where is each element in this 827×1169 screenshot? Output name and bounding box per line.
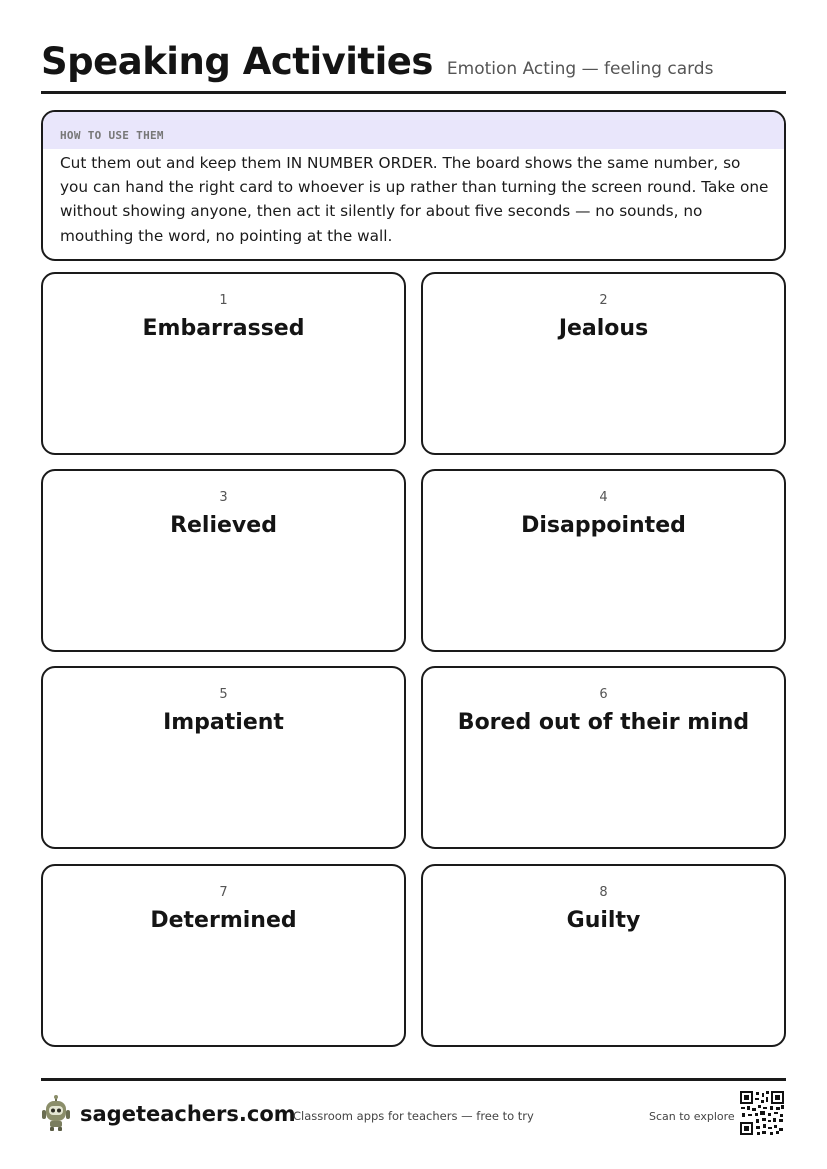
feeling-card	[421, 864, 786, 1047]
robot-mascot-icon	[41, 1095, 71, 1131]
feeling-card	[41, 666, 406, 849]
card-number: 2	[599, 293, 608, 308]
card-feeling: Jealous	[558, 316, 649, 341]
card-feeling: Relieved	[170, 513, 277, 538]
instructions-body: Cut them out and keep them IN NUMBER ORDER. The board shows the same number, so you can hand the right card to whoever is up rather than turning the screen round. Take one without showing anyone, then act it silently for about five seconds — no sounds, no mouthing the word, no pointing at the wall.	[60, 154, 769, 245]
scan-label: Scan to explore	[649, 1110, 735, 1123]
feeling-card	[421, 272, 786, 455]
card-feeling: Bored out of their mind	[457, 710, 750, 735]
feeling-card	[41, 469, 406, 652]
feeling-card	[41, 864, 406, 1047]
card-number: 7	[219, 885, 228, 900]
card-number: 4	[599, 490, 608, 505]
card-feeling: Embarrassed	[142, 316, 305, 341]
instructions-box	[41, 110, 786, 261]
site-name: sageteachers.com	[80, 1102, 296, 1126]
card-number: 6	[599, 687, 608, 702]
card-number: 1	[219, 293, 228, 308]
card-number: 5	[219, 687, 228, 702]
footer-divider	[41, 1078, 786, 1081]
card-feeling: Disappointed	[521, 513, 686, 538]
qr-code-icon	[740, 1091, 784, 1135]
footer-tagline: Classroom apps for teachers — free to try	[293, 1109, 534, 1123]
card-number: 3	[219, 490, 228, 505]
page-subtitle: Emotion Acting — feeling cards	[446, 59, 714, 79]
card-feeling: Impatient	[163, 710, 284, 735]
instructions-heading: HOW TO USE THEM	[43, 112, 784, 149]
card-number: 8	[599, 885, 608, 900]
feeling-card	[41, 272, 406, 455]
card-feeling: Determined	[150, 908, 297, 933]
feeling-card	[421, 666, 786, 849]
page-title: Speaking Activities	[41, 40, 433, 83]
feeling-card	[421, 469, 786, 652]
card-feeling: Guilty	[566, 908, 641, 933]
page-header	[41, 40, 786, 94]
